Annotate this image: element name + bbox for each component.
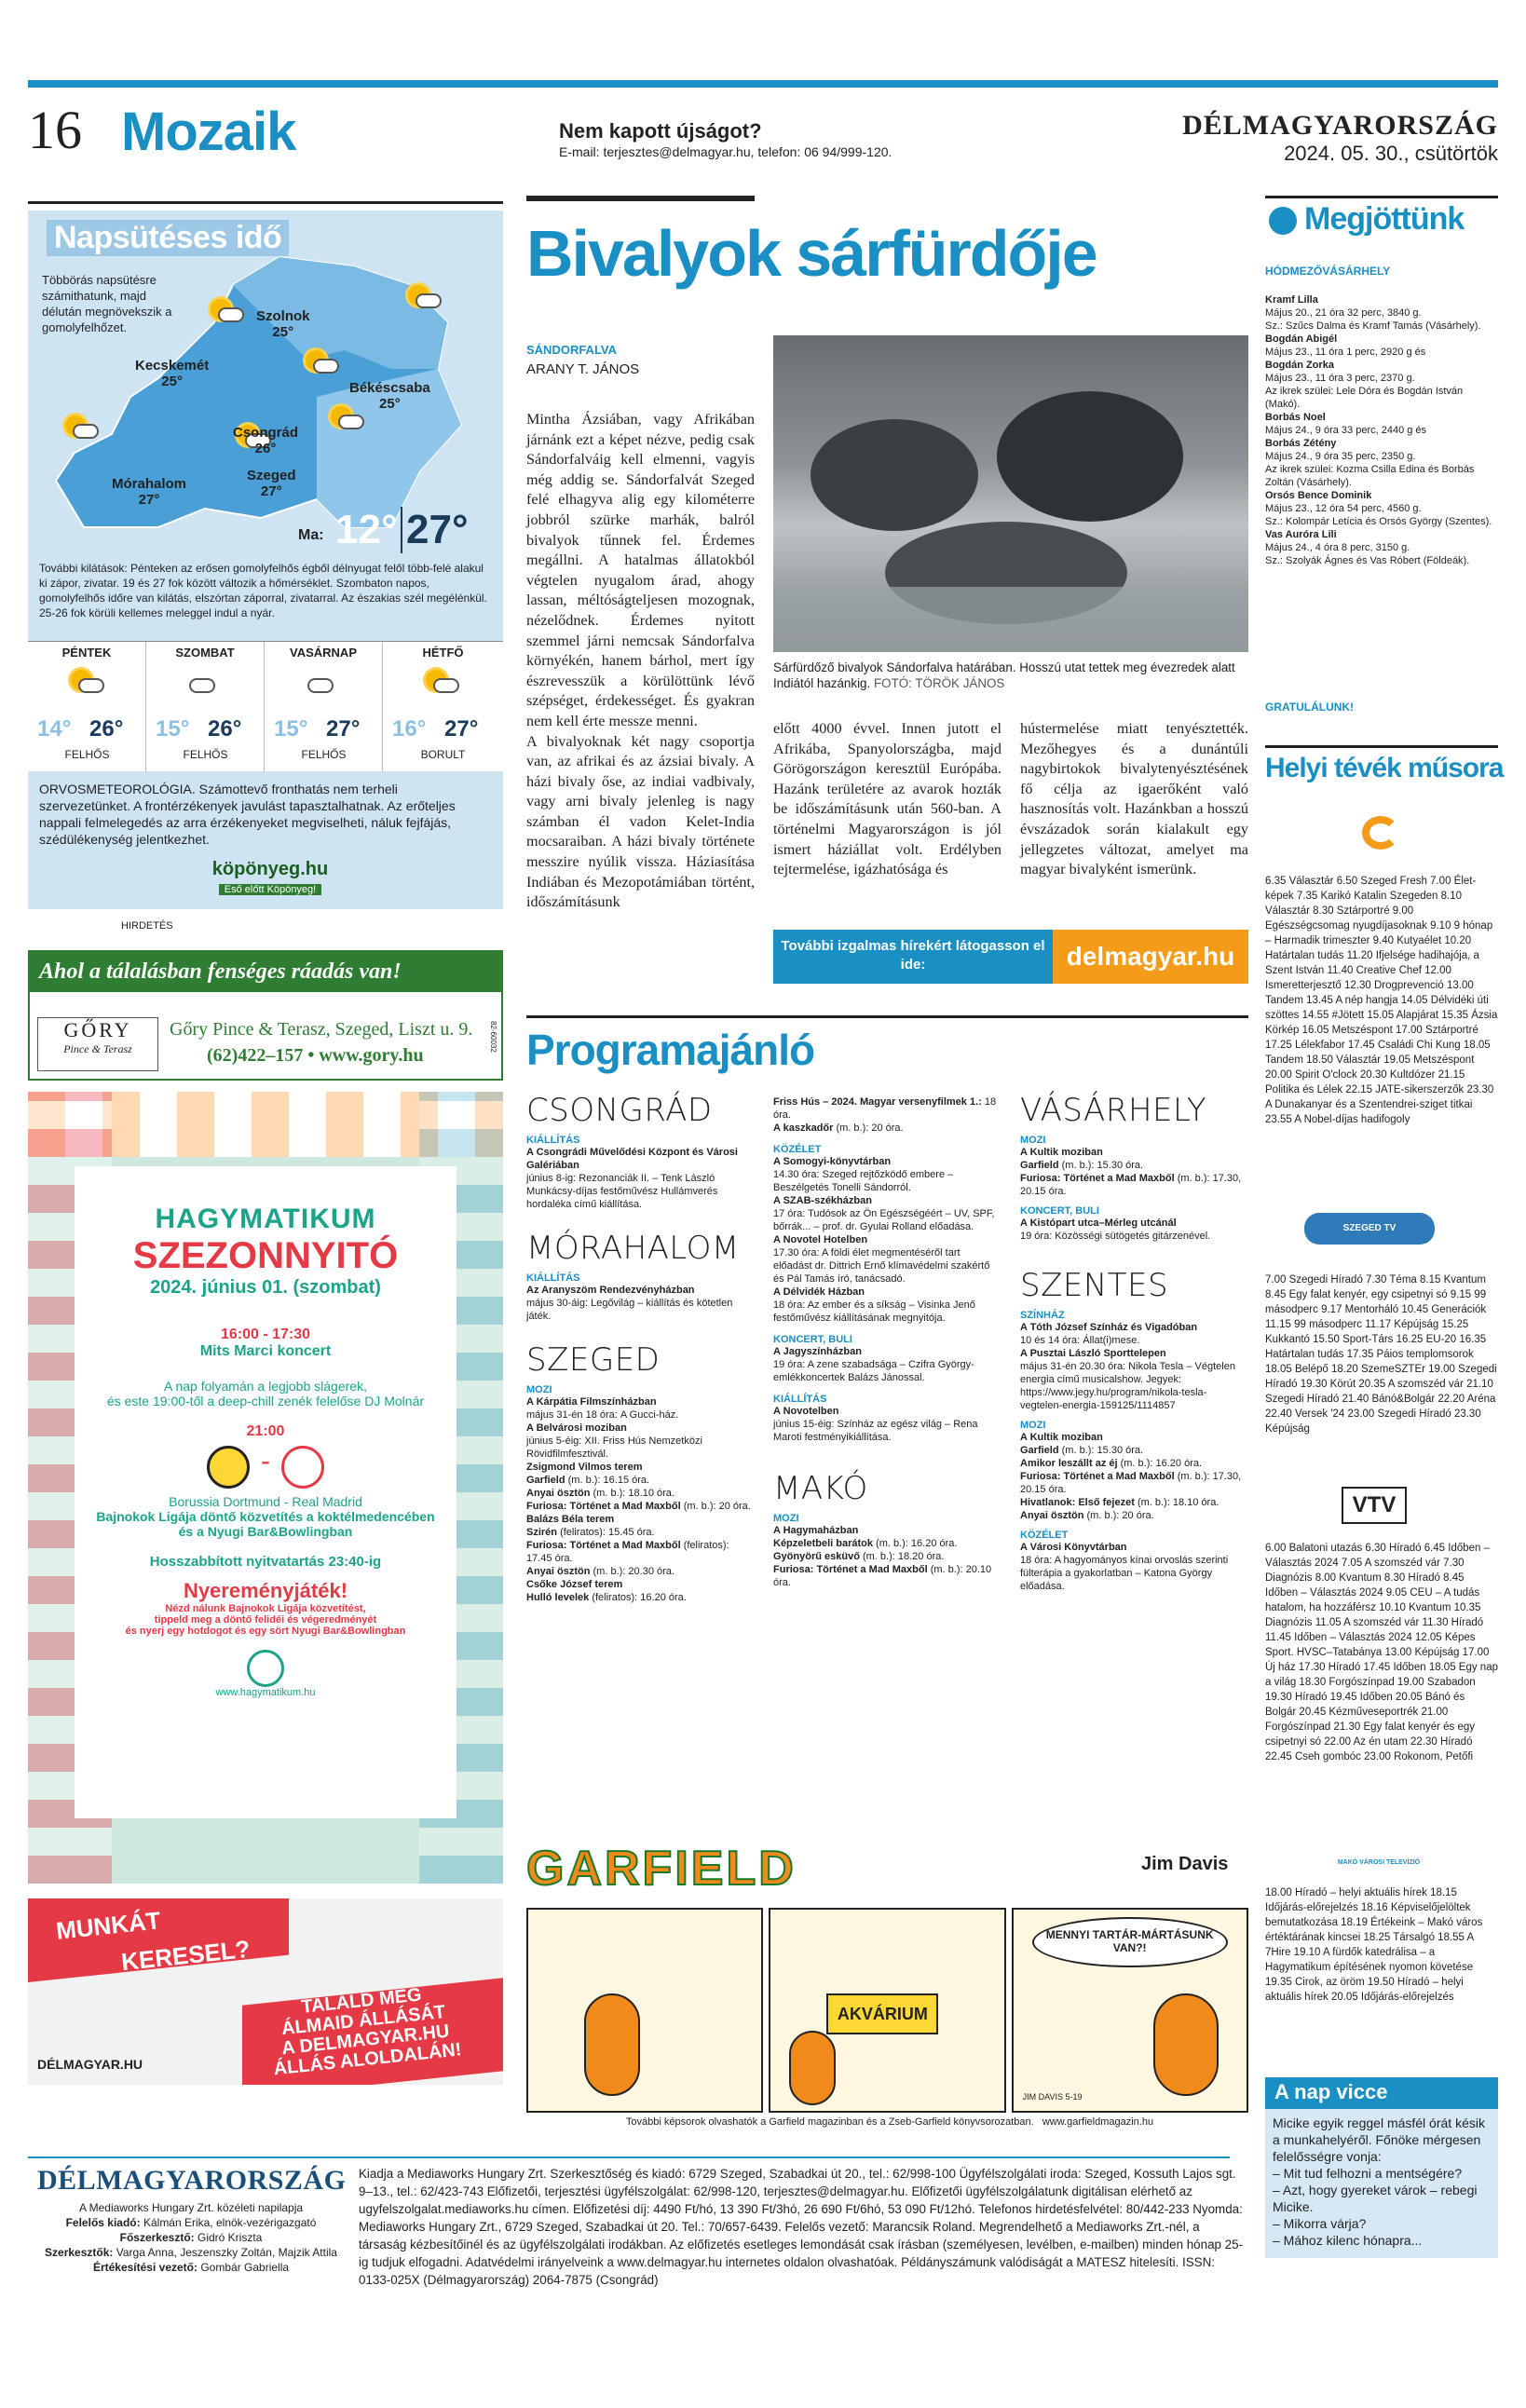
program-col1: CSONGRÁD KIÁLLÍTÁS A Csongrádi Művelődési Központ és Városi Galériában június 8-ig: Rezonanciák II. – Tenk László Munkácsy-díjas festőművész Hullámverés hordaléka című kiállítása. MÓRAHALOM KIÁLLÍTÁS Az Aranyszöm Rendezvényházban május 30-áig: Legővilág – kiállítás és kötetlen játék. SZEGED MOZI A Kárpátia Filmszínházban május 31-én 18 órа: A Gucci-ház. A Belvárosi moziban június 5-éig: XII. Friss Hús Nemzetközi Rövidfilmfesztivál. Zsigmond Vilmos terem Garfield (m. b.): 16.15 óra. Anyai ösztön (m. b.): 18.10 óra. Furiosa: Történet a Mad Maxből (m. b.): 20 óra. Balázs Béla terem Szirén (feliratos): 15.45 óra. Furiosa: Történet a Mad Maxből (feliratos): 17.45 óra. Anyai ösztön (m. b.): 20.30 óra. Csőke József terem Hulló levelek (feliratos): 16.20 óra. [526,1092,751,1603]
article-title: Bivalyok sárfürdője [526,217,1097,290]
meteo-text: ORVOSMETEOROLÓGIA. Számottevő fronthatás nem terheli szervezetünket. A frontérzékenyek javulást tapasztalhatnak. Az erőteljes nappali felmelegedés az arra érzékenyeket megviselheti, náluk fejfájás, szédülékenység jelentkezhet. [39,782,456,847]
partly-cloudy-icon [426,670,457,694]
born-place: HÓDMEZŐVÁSÁRHELY [1265,265,1391,278]
hagymatikum-ad[interactable] [28,1092,503,1884]
forecast-text: További kilátások: Pénteken az erősen gomolyfelhős égből délnyugat felől több-felé alakul ki zápor, zivatar. 19 és 27 fok között változik a hőmérséklet. Szombaton napos, gomolyfelhős időre van kilátás, elszórtan záporral, zivatarral. Az északias szél megélénkül. 25-26 fok körüli kellemes meleggel indul a nyár. [39,562,487,619]
article-location: SÁNDORFALVA [526,343,618,357]
delmagyar-banner[interactable]: További izgalmas hírekért látogasson el ide: delmagyar.hu [773,930,1248,984]
stroller-icon [1269,207,1297,235]
day-card: PÉNTEK 14° 26° FELHŐS [28,642,146,772]
speech-bubble: MENNYI TARTÁR-MÁRTÁSUNK VAN?! [1032,1917,1228,1967]
bvb-logo [207,1446,250,1489]
article-col2: előtt 4000 évvel. Innen jutott el Afrikába, Spanyolországba, majd Görögországon keresztül Európába. Hazánk területére az avarok hozták be időszámításunk után 560-ban. A történelmi Magyarországon is jól ismert háziállat volt. Erdélyben tejtermelése, igázhatósága és [773,720,1001,878]
channel-logo-4: MAKÓ VÁROSI TELEVÍZIÓ [1337,1859,1421,1866]
forecast-days [28,641,503,771]
program-col3: VÁSÁRHELY MOZI A Kultik moziban Garfield (m. b.): 15.30 óra. Furiosa: Történet a Mad Maxből (m. b.): 17.30, 20.15 óra. KONCERT, BULI A Kistópart utca–Mérleg utcánál 19 óra: Közösségi sütögetés gitárzenével. SZENTES SZÍNHÁZ A Tóth József Színház és Vigadóban 10 és 14 óra: Állat(i)mese. A Pusztai László Sportteleрen május 31-én 20.30 óra: Nikola Tesla – Végtelen energia című musicalshow. Jegyek: https://www.jegy.hu/program/nikola-tesla-vegtelen-energia-159125/1114857 MOZI A Kultik moziban Garfield (m. b.): 15.30 óra. Amikor leszállt az éj (m. b.): 16.20 óra. Furiosa: Történet a Mad Maxből (m. b.): 17.30, 20.15 óra. Hivatlanok: Első fejezet (m. b.): 18.10 óra. Anyai ösztön (m. b.): 20 óra. KÖZÉLET A Városi Könyvtárban 18 óra: A hagyományos kínai orvoslás szerinti fülterápia a gyakorlatban – Katona György előadása. [1020,1092,1242,1592]
gory-ad[interactable]: Ahol a tálalásban fenséges ráadás van! GŐRY Pince & Terasz Gőry Pince & Terasz, Szeged, Liszt u. 9. (62)422–157 • www.gory.hu 82-60032 [28,950,503,1081]
hagy-panel: HAGYMATIKUM SZEZONNYITÓ 2024. június 01. (szombat) 16:00 - 17:30 Mits Marci koncert A nap folyamán a legjobb slágerek, és este 19:00-től a deep-chill zenék felelőse DJ Molnár 21:00 - Borussia Dortmund - Real Madrid Bajnokok Ligája döntő közvetítés a koktélmedencében és a Nyugi Bar&Bowlingban Hosszabbított nyitvatartás 23:40-ig Nyereményjáték! Nézd nálunk Bajnokok Ligája közvetítést, tippeld meg a döntő felidéi és végeredményét és nyerj egy hotdogot és egy sört Nyugi Bar&Bowlingban www.hagymatikum.hu [75,1166,456,1818]
city-bekescsaba: Békéscsaba 25° [349,380,430,412]
top-rule [28,80,1498,88]
partly-cloudy-icon [71,670,102,694]
city-szolnok: Szolnok 25° [256,308,310,340]
page-number: 16 [28,100,82,160]
subscribe-text: E-mail: terjesztes@delmagyar.hu, telefon: 06 94/999-120. [559,144,892,159]
partly-cloudy-icon [65,415,97,440]
joke-title: A nap vicce [1265,2077,1498,2109]
buffalo-photo [773,335,1248,652]
article-col1: Mintha Ázsiában, vagy Afrikában járnánk ezt a képet nézve, pedig csak Sándorfalváig kell elmenni, vagyis még addig se. Sándorfalvát Szeged felé elhagyva alig egy kilométerre jobbról szürke marhák, balról bivalyok tűnnek fel. Érdemes megállni. A hatalmas állatokból végtelen nyugalom árad, ahogy lassan, méltóságteljesen mozognak, nézelődnek. Érdemes nyitott szemmel járni nemcsak Sándorfalva környékén, hanem bárhol, mert így észrevesszük a körülöttünk lévő szépséget, érdekességet. És gyakran nem kell érte messze menni. A bivalyoknak két nagy csoportja van, az afrikai és az ázsiai bivaly. A házi bivaly őse, az indiai vadbivaly, vagy arni bivaly jelenleg is nagy számban él vadon Kelet-India mocsaraiban. A házi bivaly története messzire nyúlik vissza. Háziasítása Indiában és Mezopotámiában történt, időszámításunk [526,411,755,911]
city-szeged: Szeged 27° [247,468,296,499]
sponsor-logo[interactable]: köpönyeg.hu Eső előtt Köpönyeg! [211,859,329,895]
weather-box [28,211,503,909]
real-madrid-logo [281,1446,324,1489]
channel-logo-2: SZEGED TV [1304,1213,1435,1245]
day-card: VASÁRNAP 15° 27° FELHŐS [265,642,383,772]
tv-block-3: 6.00 Balatoni utazás 6.30 Híradó 6.45 Időben – Választás 2024 7.05 A szomszéd vár 7.30 Diagnózis 8.00 Kvantum 8.30 Híradó 8.45 Időben – Választás 2024 9.05 CEU – A tudás hatalom, ha hozzáférsz 10.10 Kvantum 10.35 Diagnózis 11.05 A szomszéd vár 11.30 Híradó 11.45 Időben – Választás 2024 12.05 Képes Sport. HVSC–Tatabánya 13.00 Képújság 17.00 Új ház 17.30 Híradó 17.45 Időben 18.05 Egy nap a világ 18.30 Forgószínpad 19.00 Szabadon 19.30 Híradó 19.45 Időben 20.05 Bánó és Bolgár 20.45 Kézműveseportrék 21.00 Forgószínpad 21.30 Egy falat kenyér és egy csipetnyi só 22.00 Az én utam 22.30 Híradó 22.45 Cseh gombóc 23.00 Rokonom, Petőfi [1265,1543,1498,1762]
impressum-staff: A Mediaworks Hungary Zrt. közéleti napilapja Felelős kiadó: Kálmán Erika, elnök-vezérigazgató Főszerkesztő: Gidró Kriszta Szerkesztők: Varga Anna, Jeszenszky Zoltán, Majzik Attila Értékesítési vezető: Gombár Gabriella [45,2201,337,2274]
section-title: Mozaik [121,102,296,162]
garfield-footer: További képsorok olvashatók a Garfield magazinban és a Zseb-Garfield könyvsorozatban. www.garfieldmagazin.hu [625,2116,1154,2128]
day-card: HÉTFŐ 16° 27° BORULT [392,646,479,761]
garfield-figure [584,1993,640,2096]
program-title: Programajánló [526,1026,815,1074]
tv-block-4: 18.00 Híradó – helyi aktuális hírek 18.15 Időjárás-előrejelzés 18.16 Képviselőjelöltek bemutatkozása 18.19 Értékeink – Makó város értéktárának kincsei 18.25 Társalgó 18.55 A 7Hire 19.10 A fürdők katedrálisa – a Hagymatikum építésének nyomon követése 19.35 Cirok, az öröm 19.50 Híradó – helyi aktuális hírek 20.05 Időjárás-előrejelzés [1265,1887,1483,2003]
channel-logo-3: VTV [1342,1487,1407,1524]
joke-text: Micike egyik reggel másfél órát késik a munkahelyéről. Főnöke mérgesen felelősségre vonja: – Mit tud felhozni a mentségére? – Azt, hogy gyereket várok – rebegi Micike. – Mikorra várja? – Mához kilenc hónapra... [1265,2109,1498,2258]
photo-caption: Sárfürdőző bivalyok Sándorfalva határában. Hosszú utat tettek meg évezredek alatt Indiától hazánkig. FOTÓ: TÖRÖK JÁNOS [773,660,1235,690]
panel-1 [526,1908,763,2113]
city-kecskemet: Kecskemét 25° [135,358,210,389]
tv-block-2: 7.00 Szegedi Híradó 7.30 Téma 8.15 Kvantum 8.45 Egy falat kenyér, egy csipetnyi só 9.15 99 másodperc 9.17 Mentorháló 10.45 Generációk 11.15 99 másodperc 11.17 Képújság 15.25 Kukkantó 15.50 Sport-Társ 16.25 EU-20 16.35 Határtalan tudás 17.35 Páios templomsorok 18.05 Belépő 18.20 SzemeSZTEr 19.00 Szegedi Híradó 19.30 Körút 20.35 A szomszéd vár 21.10 Szegedi Híradó 21.40 Bánó&Bolgár 22.20 Aréna 22.40 Versek '24 23.00 Szegedi Híradó 23.30 Képújság [1265,1274,1497,1435]
ad-label: HIRDETÉS [121,920,173,932]
subscribe-title: Nem kapott újságot? [559,119,762,143]
today-max: 27° [401,507,469,553]
tv-title: Helyi tévék műsora [1265,753,1504,783]
hagymatikum-logo [247,1650,284,1687]
job-ad[interactable]: MUNKÁT KERESEL? TALÁLD MEG ÁLMAID ÁLLÁSÁT A DELMAGYAR.HU ÁLLÁS ALOLDALÁN! DÉLMAGYAR.HU [28,1898,503,2085]
partly-cloudy-icon [306,350,337,374]
born-list: Kramf Lilla Május 20., 21 óra 32 perc, 3840 g. Sz.: Szűcs Dalma és Kramf Tamás (Vásárhely). Bogdán Abigél Május 23., 11 óra 1 perc, 2920 g és Bogdán Zorka Május 23., 11 óra 3 perc, 2370 g. Az ikrek szülei: Lele Dóra és Bogdán István (Makó). Borbás Noel Május 24., 9 óra 33 perc, 2440 g és Borbás Zétény Május 24., 9 óra 35 perc, 2350 g. Az ikrek szülei: Kozma Csilla Edina és Borbás Zoltán (Vásárhely). Orsós Bence Dominik Május 23., 12 óra 54 perc, 4560 g. Sz.: Kolompár Letícia és Orsós György (Szentes). Vas Auróra Lili Május 24., 4 óra 8 perc, 3150 g. Sz.: Szolyák Ágnes és Vas Róbert (Földeák). [1265,294,1492,566]
weather-intro: Többörás napsütésre számithatunk, majd délután megnövekszik a gomolyfelhőzet. [42,273,172,334]
garfield-figure [1153,1993,1219,2096]
panel-3: MENNYI TARTÁR-MÁRTÁSUNK VAN?! JIM DAVIS 5-19 [1012,1908,1248,2113]
issue-date: 2024. 05. 30., csütörtök [1284,142,1498,165]
rain-cloud-icon [189,670,221,694]
city-morahalom: Mórahalom 27° [112,476,187,508]
aquarium-sign: AKVÁRIUM [826,1993,938,2034]
today-min: 12° [335,507,398,552]
gory-logo: GŐRY Pince & Terasz [37,1017,158,1071]
garfield-strip [526,1908,1248,2113]
panel-2 [769,1908,1005,2113]
today-label: Ma: [298,527,324,543]
congrats: GRATULÁLUNK! [1265,701,1355,714]
program-col2: Friss Hús – 2024. Magyar versenyfilmek 1.: 18 óra. A kaszkadőr (m. b.): 20 óra. KÖZÉLET A Somogyi-könyvtárban 14.30 óra: Szeged rejtőzködő emberе – Beszélgetés Tonelli Sándorról. A SZAB-székházban 17 óra: Tudósok az Ön Egészségéért – UV, SPF, bőrrák... – prof. dr. Gyulai Rolland előadása. A Novotel Hotelben 17.30 óra: A földi élet megmentéséről tart előadást dr. Dittrich Ernő klímavédelmi szakértő és Pál Tamás író, tanácsadó. A Délvidék Házban 18 óra: Az ember és a síkság – Visinka Jenő festőművész kiállításának megnyitója. KONCERT, BULI A Jagyszínházban 19 óra: A zene szabadsága – Czifra György-emlékkoncertek Balázs Jánossal. KIÁLLÍTÁS A Novotelben június 15-éig: Színház az egész világ – Rena Maroti festményikiállítása. MAKÓ MOZI A Hagymaházban Képzeletbeli barátok (m. b.): 16.20 óra. Gyönyörű esküvő (m. b.): 18.20 óra. Furiosa: Történet a Mad Maxből (m. b.): 20.10 óra. [773,1096,997,1588]
weather-title: Napsütéses idő [47,220,289,256]
article-author: ARANY T. JÁNOS [526,361,640,377]
channel-logo-1 [1362,816,1399,850]
tv-block-1: 6.35 Választár 6.50 Szeged Fresh 7.00 Élet-képek 7.35 Karikó Katalin Szegeden 8.10 Választár 8.30 Sztárportré 9.00 Egészségcsomag nyugdíjasoknak 9.10 9 hónap – Harmadik trimeszter 9.40 Kutyaélet 10.20 Határtalan tudás 11.20 Ifjelsége hadihajója, a Szent István 11.40 Creative Chef 12.00 Ismeretterjesztő 12.30 Drogprevenció 13.00 Tandem 13.45 A nép hangja 14.05 Délvidéki úti szöttes 14.55 #Jötett 15.05 Alapjárat 15.35 Ázsia Körkép 16.05 Metszéspont 17.00 Sztárportré 17.25 Lélekfabor 17.45 Családi Chi Kung 18.05 Tandem 18.50 Választár 19.05 Metszéspont 20.00 Spirit O'clock 20.30 Kultdózer 21.15 Politika és Lélek 22.15 JATE-sikerszerzők 23.30 A Dunakanyar és a Szentendrei-sziget titkai 23.55 A Nobel-díjas hadifogoly [1265,876,1498,1125]
garfield-author: Jim Davis [1141,1854,1229,1874]
city-csongrad: Csongrád 26° [233,425,299,456]
partly-cloudy-icon [211,299,242,323]
garfield-logo: GARFIELD [526,1842,797,1896]
rain-cloud-icon [307,670,339,694]
partly-cloudy-icon [408,285,440,309]
masthead-logo: DÉLMAGYARORSZÁG [1182,110,1498,141]
article-col3: hústermelése miatt tenyésztették. Mezőhegyes és a dunántúli nagybirtokok bivalytenyésztésének fő célja az igaerőként való hasznosítás volt. Hazánkban a hosszú évszázadok során kialakult egy jellegzetes változat, amelyet ma magyar bivalyként ismerünk. [1020,720,1248,878]
team-badges: - [75,1446,456,1489]
impressum-logo: DÉLMAGYARORSZÁG [37,2165,347,2196]
born-title: Megjöttünk [1304,201,1465,237]
garfield-figure [789,2031,836,2105]
impressum-text: Kiadja a Mediaworks Hungary Zrt. Szerkesztőség és kiadó: 6729 Szeged, Szabadkai út 20., tel.: 62/998-100 Ügyfélszolgálati iroda: Szeged, Kossuth Lajos sgt. 9–13., tel.: 62/423-743 Előfizetői, terjesztési ügyfélszolgálat: 62/998-120, terjesztes@delmagyar.hu. Előfizetői ügyfélszolgálatunk digitálisan elérhető az ugyfelszolgalat.mediaworks.hu címen. Előfizetési díj: 4490 Ft/hó, 13 390 Ft/3hó, 26 690 Ft/6hó, 53 090 Ft/12hó. Telefonos hirdetésfelvétel: 80/442-233 Nyomda: Mediaworks Hungary Zrt., 6729 Szeged, Szabadkai út 20. Tel.: 70/657-6439. Felelős vezető: Marancsik Roland. Megrendelhető a Mediaworks Zrt.-nél, a társaság kézbesítőinél és az ügyfélszolgálati irodákban. Az előfizetés esetleges lemondását csak írásban (személyesen, levélben, e-mailben) minden hónap 25-ig tudjuk elfogadni. Adatvédelmi irányelveink a www.delmagyar.hu internetes oldalon olvashatóak. Példányszámunk valódiságát a MATESZ hitelesíti. ISSN: 0133-025X (Délmagyarország) 2064-7875 (Csongrád) [359,2167,1244,2287]
day-card: SZOMBAT 15° 26° FELHŐS [146,642,265,772]
